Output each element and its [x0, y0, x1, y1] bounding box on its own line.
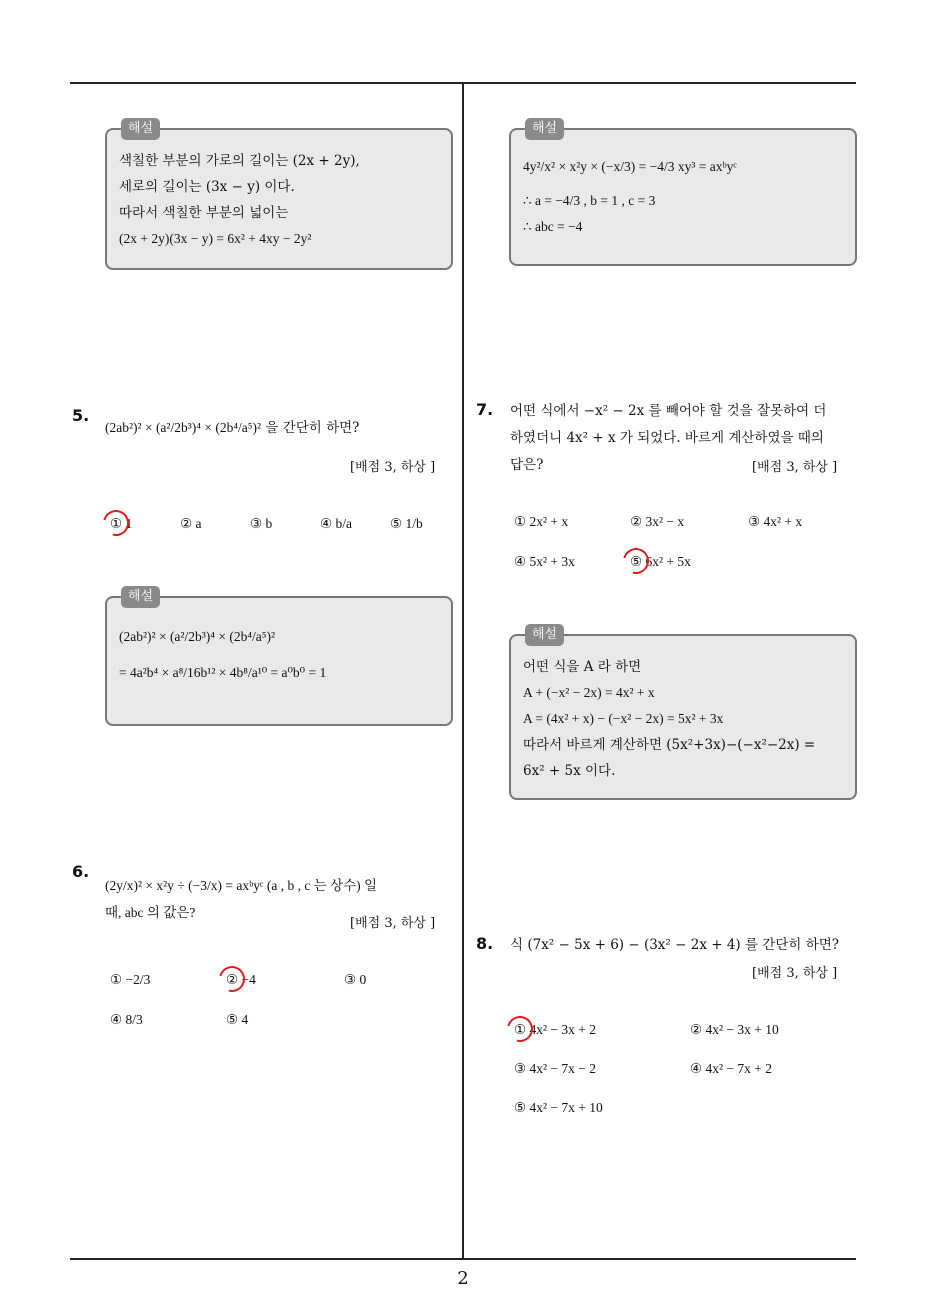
option-3[interactable]: ③ 4x² + x — [748, 514, 803, 529]
option-2[interactable]: ② 4x² − 3x + 10 — [690, 1022, 779, 1037]
option-4[interactable]: ④ 5x² + 3x — [514, 554, 575, 569]
solution-line: 색칠한 부분의 가로의 길이는 (2x + 2y), — [119, 153, 360, 169]
option-2[interactable]: ② a — [180, 516, 202, 531]
solution-box-q5 — [105, 589, 453, 726]
question-number: 5. — [72, 406, 90, 425]
question-number: 7. — [476, 400, 494, 419]
question-expression: (2ab²)² × (a²/2b³)⁴ × (2b⁴/a⁵)² — [105, 420, 262, 435]
solution-line: 4y²/x² × x²y × (−x/3) = −4/3 xy³ = axᵇyᶜ — [523, 159, 737, 174]
solution-line: 세로의 길이는 (3x − y) 이다. — [119, 179, 295, 195]
solution-line: 따라서 바르게 계산하면 (5x²+3x)−(−x²−2x) = — [523, 737, 816, 753]
option-1[interactable]: ① 1 — [110, 516, 133, 531]
option-5[interactable]: ⑤ 6x² + 5x — [630, 554, 691, 569]
question-number: 6. — [72, 862, 90, 881]
solution-line: 따라서 색칠한 부분의 넓이는 — [119, 205, 289, 221]
solution-tag: 해설 — [121, 118, 160, 140]
score-meta: [배점 3, 하상 ] — [350, 916, 436, 931]
answer-mark — [502, 1011, 538, 1047]
score-meta: [배점 3, 하상 ] — [752, 460, 838, 475]
question-line: (2y/x)² × x²y ÷ (−3/x) = axᵇyᶜ (a , b , c 는 상수) 일 — [105, 878, 378, 893]
option-5[interactable]: ⑤ 4 — [226, 1012, 249, 1027]
question-tail: 을 간단히 하면? — [265, 420, 360, 436]
option-5[interactable]: ⑤ 1/b — [390, 516, 423, 531]
option-1[interactable]: ① 2x² + x — [514, 514, 569, 529]
column-divider — [462, 82, 464, 1258]
score-meta: [배점 3, 하상 ] — [752, 966, 838, 981]
solution-tag: 해설 — [525, 118, 564, 140]
answer-mark — [98, 505, 134, 541]
question-number: 8. — [476, 934, 494, 953]
option-2[interactable]: ② 3x² − x — [630, 514, 685, 529]
score-meta: [배점 3, 하상 ] — [350, 460, 436, 475]
question-line: 답은? — [510, 457, 544, 473]
solution-tag: 해설 — [525, 624, 564, 646]
option-3[interactable]: ③ 0 — [344, 972, 367, 987]
solution-line: ∴ abc = −4 — [523, 219, 583, 234]
bottom-rule — [70, 1258, 856, 1260]
page-number: 2 — [457, 1268, 469, 1289]
option-2[interactable]: ② −4 — [226, 972, 256, 987]
option-3[interactable]: ③ b — [250, 516, 273, 531]
solution-tag: 해설 — [121, 586, 160, 608]
solution-line: (2ab²)² × (a²/2b³)⁴ × (2b⁴/a⁵)² — [119, 629, 276, 644]
solution-box-q7 — [509, 627, 857, 800]
solution-box-q6 — [509, 121, 857, 266]
option-3[interactable]: ③ 4x² − 7x − 2 — [514, 1061, 597, 1076]
question-line: 하였더니 4x² + x 가 되었다. 바르게 계산하였을 때의 — [510, 430, 824, 446]
question-line: 때, abc 의 값은? — [105, 905, 196, 920]
question-text — [105, 414, 359, 442]
solution-line: 어떤 식을 A 라 하면 — [523, 659, 642, 675]
solution-box-q4 — [105, 121, 453, 270]
question-line: 어떤 식에서 −x² − 2x 를 빼어야 할 것을 잘못하여 더 — [510, 403, 827, 419]
question-text: 식 (7x² − 5x + 6) − (3x² − 2x + 4) 를 간단히 하면? — [510, 937, 840, 953]
option-4[interactable]: ④ 4x² − 7x + 2 — [690, 1061, 773, 1076]
option-1[interactable]: ① 4x² − 3x + 2 — [514, 1022, 597, 1037]
solution-line: (2x + 2y)(3x − y) = 6x² + 4xy − 2y² — [119, 231, 312, 246]
solution-line: = 4a²b⁴ × a⁸/16b¹² × 4b⁸/a¹⁰ = a⁰b⁰ = 1 — [119, 665, 327, 680]
solution-line: 6x² + 5x 이다. — [523, 763, 616, 779]
solution-line: A + (−x² − 2x) = 4x² + x — [523, 685, 655, 700]
option-5[interactable]: ⑤ 4x² − 7x + 10 — [514, 1100, 603, 1115]
answer-mark — [618, 543, 654, 579]
answer-mark — [214, 961, 250, 997]
option-4[interactable]: ④ 8/3 — [110, 1012, 143, 1027]
solution-line: ∴ a = −4/3 , b = 1 , c = 3 — [523, 193, 656, 208]
option-4[interactable]: ④ b/a — [320, 516, 352, 531]
option-1[interactable]: ① −2/3 — [110, 972, 151, 987]
solution-line: A = (4x² + x) − (−x² − 2x) = 5x² + 3x — [523, 711, 724, 726]
